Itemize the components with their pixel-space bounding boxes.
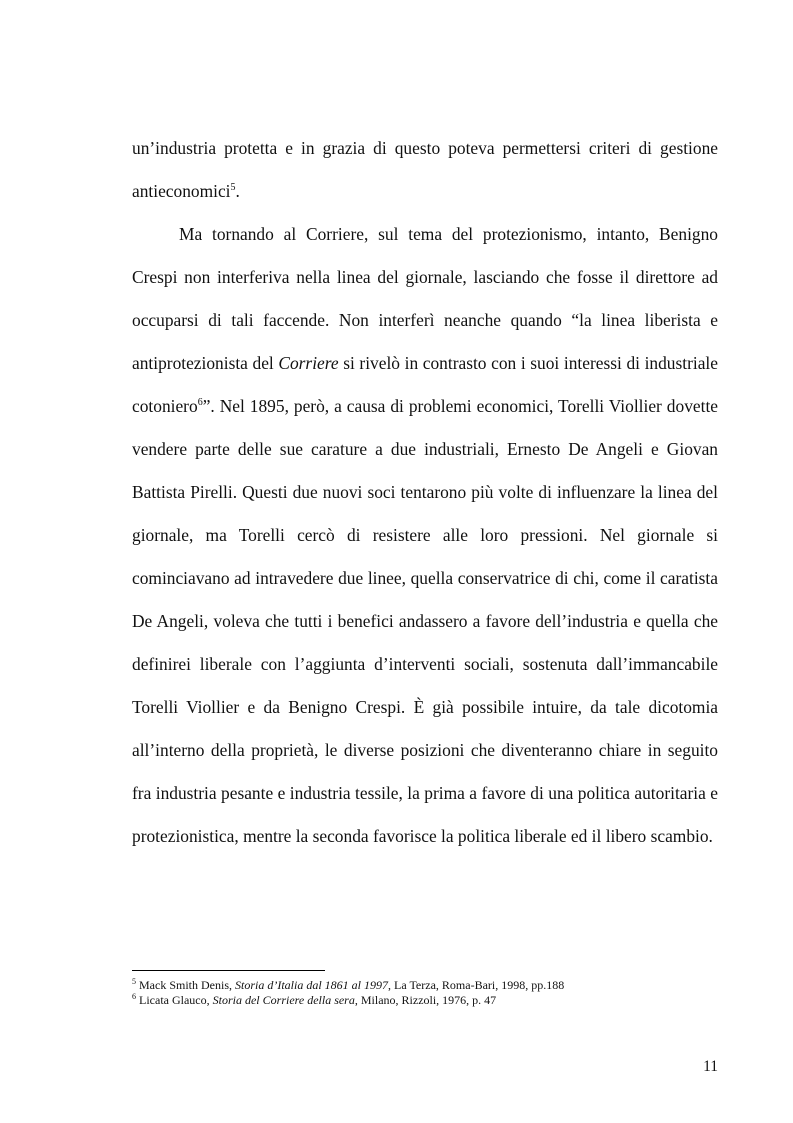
paragraph-1-text: un’industria protetta e in grazia di questo poteva permettersi criteri di gestione antieconomici: [132, 138, 718, 201]
footnote-separator: [132, 970, 325, 971]
paragraph-1-end: .: [235, 181, 240, 201]
paragraph-2: [132, 213, 718, 858]
paragraph-2-text-part-2: si rivelò in contrasto con i suoi interessi di industriale cotoniero: [132, 353, 718, 416]
footnote-6-author: Licata Glauco,: [136, 993, 213, 1007]
footnote-6-marker: 6: [132, 992, 136, 1001]
footnote-6-publisher: , Milano, Rizzoli, 1976, p. 47: [354, 993, 497, 1007]
footnote-5-title: Storia d’Italia dal 1861 al 1997: [235, 978, 388, 992]
footnote-5-author: Mack Smith Denis,: [136, 978, 235, 992]
paragraph-2-text-part-1: Ma tornando al Corriere, sul tema del protezionismo, intanto, Benigno Crespi non interferiva nella linea del giornale, lasciando che fosse il direttore ad occuparsi di tali faccende. Non interferì neanche quando “la linea liberista e antiprotezionista del: [132, 224, 718, 373]
newspaper-title-italic: Corriere: [278, 353, 339, 373]
footnote-6: [132, 993, 718, 1008]
body-text: [132, 127, 718, 858]
page-number: 11: [703, 1058, 718, 1075]
footnote-5-marker: 5: [132, 977, 136, 986]
footnote-ref-5: 5: [230, 182, 236, 194]
paragraph-1: [132, 127, 718, 213]
footnote-5-publisher: , La Terza, Roma-Bari, 1998, pp.188: [388, 978, 565, 992]
paragraph-2-text-part-3: ”. Nel 1895, però, a causa di problemi economici, Torelli Viollier dovette vendere parte delle sue carature a due industriali, Ernesto De Angeli e Giovan Battista Pirelli. Questi due nuovi soci tentarono più volte di influenzare la linea del giornale, ma Torelli cercò di resistere alle loro pressioni. Nel giornale si cominciavano ad intravedere due linee, quella conservatrice di chi, come il caratista De Angeli, voleva che tutti i benefici andassero a favore dell’industria e quella che definirei liberale con l’aggiunta d’interventi sociali, sostenuta dall’immancabile Torelli Viollier e da Benigno Crespi. È già possibile intuire, da tale dicotomia all’interno della proprietà, le diverse posizioni che diventeranno chiare in seguito fra industria pesante e industria tessile, la prima a favore di una politica autoritaria e protezionistica, mentre la seconda favorisce la politica liberale ed il libero scambio.: [132, 396, 718, 846]
footnote-6-title: Storia del Corriere della sera: [212, 993, 355, 1007]
footnote-ref-6: 6: [197, 397, 203, 409]
footnote-5: [132, 978, 718, 993]
footnotes: [132, 978, 718, 1008]
